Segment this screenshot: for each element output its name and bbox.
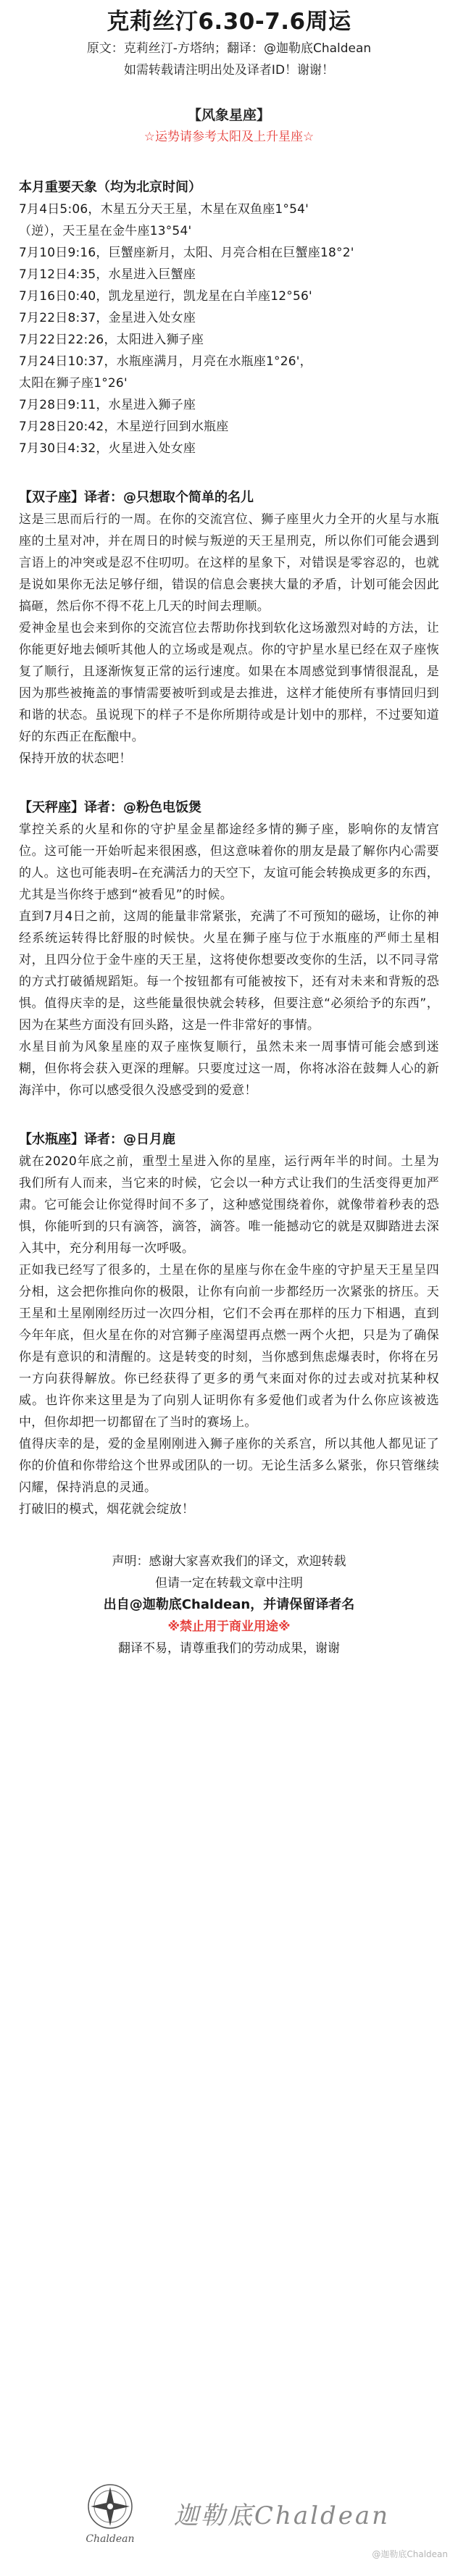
sign-heading: 【天秤座】译者：@粉色电饭煲 <box>19 800 201 815</box>
sign-paragraph: 爱神金星也会来到你的交流宫位去帮助你找到软化这场激烈对峙的方法，让你能更好地去倾听其他人的立场或是观点。你的守护星水星已经在双子座恢复了顺行，且逐渐恢复正常的运行速度。如果在本周感觉到事情很混乱，是因为那些被掩盖的事情需要被听到或是去推进，这样才能使所有事情回归到和谐的状态。虽说现下的样子不是你所期待或是计划中的那样，不过要知道好的东西正在酝酿中。 <box>19 621 439 744</box>
event-line: 7月22日8:37，金星进入处女座 <box>19 311 196 325</box>
sign-paragraph: 这是三思而后行的一周。在你的交流宫位、狮子座里火力全开的火星与水瓶座的土星对冲，并在周日的时候与叛逆的天王星刑克，所以你们可能会遇到言语上的冲突或是忍不住叨叨。在这样的星象下，对错误是零容忍的，也就是说如果你无法足够仔细，错误的信息会裹挟大量的矛盾，计划可能会因此搞砸，然后你不得不花上几天的时间去理顺。 <box>19 512 439 614</box>
brand-name: 迦勒底Chaldean <box>173 2501 391 2530</box>
sign-paragraph: 保持开放的状态吧！ <box>19 751 132 766</box>
events-list <box>19 199 439 459</box>
sign-section-aquarius <box>19 1129 439 1520</box>
sign-paragraph: 值得庆幸的是，爱的金星刚刚进入狮子座你的关系宫，所以其他人都见证了你的价值和你带给这个世界或团队的一切。无论生活多么紧张，你只管继续闪耀，保持消息的灵通。 <box>19 1437 439 1495</box>
footer-commercial-warning: ※禁止用于商业用途※ <box>167 1620 291 1634</box>
event-line: 7月28日9:11，水星进入狮子座 <box>19 398 196 412</box>
sign-paragraph: 正如我已经写了很多的，土星在你的星座与你在金牛座的守护星天王星呈四分相，这会把你推向你的极限，让你有向前一步都经历一次紧张的挤压。天王星和土星刚刚经历过一次四分相，它们不会再在那样的压力下相遇，直到今年年底，但火星在你的对宫狮子座渴望再点燃一两个火把，只是为了确保你是有意识的和清醒的。这是转变的时刻，当你感到焦虑爆表时，你将在另一方向获得解放。你已经获得了更多的勇气来面对你的过去或对抗某种权威。也许你来这里是为了向别人证明你有多爱他们或者为什么你应该被选中，但你却把一切都留在了当时的赛场上。 <box>19 1263 439 1430</box>
event-line: 7月10日9:16，巨蟹座新月，太阳、月亮合相在巨蟹座18°2' <box>19 246 354 260</box>
footer-statement: 声明：感谢大家喜欢我们的译文，欢迎转载 <box>112 1554 346 1569</box>
sign-heading: 【水瓶座】译者：@日月鹿 <box>19 1132 175 1147</box>
event-line: 7月30日4:32，火星进入处女座 <box>19 441 196 456</box>
event-line: 7月24日10:37，水瓶座满月，月亮在水瓶座1°26'， <box>19 354 312 369</box>
page-title: 克莉丝汀6.30-7.6周运 <box>107 9 351 35</box>
event-line: 7月22日22:26，太阳进入狮子座 <box>19 333 204 347</box>
sign-section-libra <box>19 797 439 1101</box>
footer <box>19 1551 439 1659</box>
sign-paragraph: 水星目前为风象星座的双子座恢复顺行，虽然未来一周事情可能会感到迷糊，但你将会获入更深的理解。只要度过这一周，你将冰浴在鼓舞人心的新海洋中，你可以感受很久没感受到的爱意！ <box>19 1040 439 1098</box>
section-box <box>101 104 357 148</box>
footer-thanks: 翻译不易，请尊重我们的劳动成果，谢谢 <box>118 1641 340 1656</box>
brand-row <box>0 2478 458 2548</box>
sign-paragraph: 直到7月4日之前，这周的能量非常紧张，充满了不可预知的磁场，让你的神经系统运转得比舒服的时候快。火星在狮子座与位于水瓶座的严师土星相对，且四分位于金牛座的天王星，这将使你想要改变你的生活，以不同寻常的方式打破循规蹈矩。每一个按钮都有可能被按下，还有对未来和背叛的恐惧。值得庆幸的是，这些能量很快就会转移，但要注意“必须给予的东西”，因为在某些方面没有回头路，这是一件非常好的事情。 <box>19 909 439 1033</box>
events-title: 本月重要天象（均为北京时间） <box>19 180 201 195</box>
repost-note: 如需转载请注明出处及译者ID！谢谢！ <box>123 63 335 78</box>
chaldean-logo-icon <box>75 2478 145 2548</box>
event-line: 7月16日0:40，凯龙星逆行，凯龙星在白羊座12°56' <box>19 289 312 304</box>
event-line: 7月12日4:35，水星进入巨蟹座 <box>19 267 196 282</box>
event-line: 7月28日20:42，木星逆行回到水瓶座 <box>19 420 229 434</box>
section-note: ☆运势请参考太阳及上升星座☆ <box>143 130 315 144</box>
watermark: @迦勒底Chaldean <box>372 2549 448 2559</box>
sign-paragraph: 掌控关系的火星和你的守护星金星都途经多情的狮子座，影响你的友情宫位。这可能一开始听起来很困惑，但这意味着你的朋友是最了解你内心需要的人。这也可能表明–在充满活力的天空下，友谊可能会转换成更多的东西，尤其是当你终于感到“被看见”的时候。 <box>19 822 439 902</box>
event-line: （逆），天王星在金牛座13°54' <box>19 224 192 238</box>
footer-source-note: 但请一定在转载文章中注明 <box>155 1576 303 1591</box>
event-line: 7月4日5:06，木星五分天王星，木星在双鱼座1°54' <box>19 202 309 217</box>
section-title: 【风象星座】 <box>187 107 270 123</box>
sign-heading: 【双子座】译者：@只想取个简单的名儿 <box>19 490 254 505</box>
sign-paragraph: 就在2020年底之前，重型土星进入你的星座，运行两年半的时间。土星为我们所有人而来，当它来的时候，它会以一种方式让我们的生活变得更加严肃。它可能会让你觉得时间不多了，这种感觉围绕着你，就像带着秒表的恐惧，你能听到的只有滴答，滴答，滴答。唯一能撼动它的就是双脚踏进去深入其中，充分利用每一次呼吸。 <box>19 1154 439 1256</box>
footer-attribution: 出自@迦勒底Chaldean，并请保留译者名 <box>103 1597 355 1612</box>
event-line: 太阳在狮子座1°26' <box>19 376 128 391</box>
logo-word: Chaldean <box>86 2533 135 2545</box>
credit-line: 原文：克莉丝汀-方塔纳；翻译：@迦勒底Chaldean <box>86 41 372 56</box>
sign-paragraph: 打破旧的模式，烟花就会绽放！ <box>19 1502 195 1517</box>
sign-section-gemini <box>19 487 439 770</box>
logo-graphic <box>85 2481 136 2532</box>
